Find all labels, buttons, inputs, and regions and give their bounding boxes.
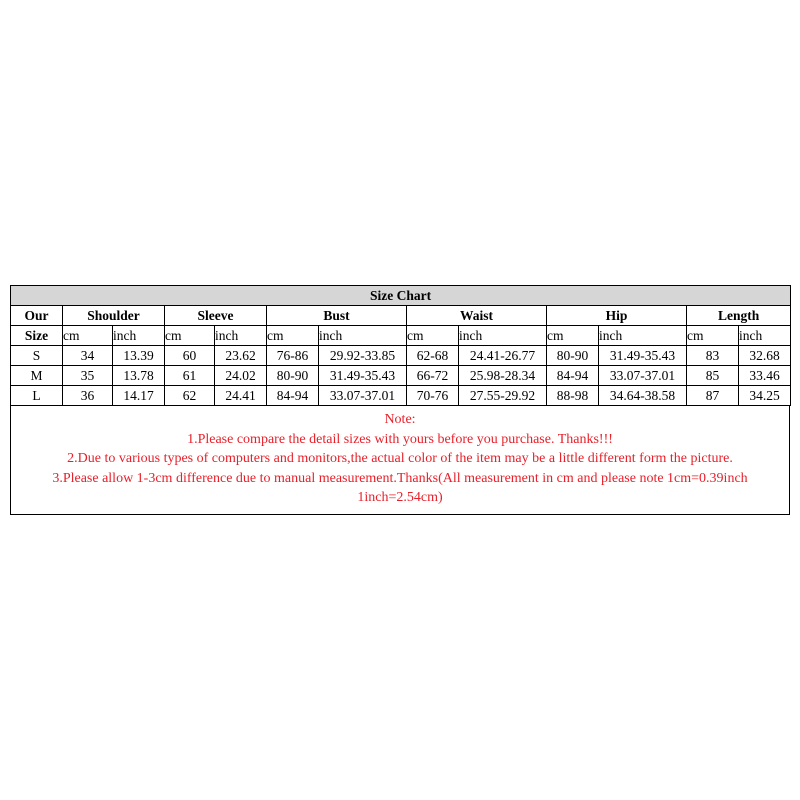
- table-row: [11, 366, 791, 386]
- table-cell: 24.41: [215, 386, 267, 406]
- table-cell: 33.07-37.01: [319, 386, 407, 406]
- unit-label: cm: [63, 326, 113, 346]
- table-cell: 31.49-35.43: [319, 366, 407, 386]
- note-heading: Note:: [384, 412, 416, 427]
- table-cell: 83: [687, 346, 739, 366]
- size-chart: [10, 285, 790, 515]
- col-group-length: Length: [687, 306, 791, 326]
- table-cell: 23.62: [215, 346, 267, 366]
- table-cell: 85: [687, 366, 739, 386]
- unit-label: inch: [459, 326, 547, 346]
- table-cell: 24.41-26.77: [459, 346, 547, 366]
- unit-label: cm: [547, 326, 599, 346]
- table-cell: 33.07-37.01: [599, 366, 687, 386]
- unit-label: inch: [319, 326, 407, 346]
- table-cell: 87: [687, 386, 739, 406]
- note-line-2: 2.Due to various types of computers and monitors,the actual color of the item may be a little different form the picture.: [67, 451, 733, 466]
- size-header-bottom: Size: [11, 326, 63, 346]
- size-cell: M: [11, 366, 63, 386]
- table-cell: 61: [165, 366, 215, 386]
- table-cell: 34: [63, 346, 113, 366]
- table-cell: 84-94: [547, 366, 599, 386]
- table-cell: 76-86: [267, 346, 319, 366]
- table-row: [11, 386, 791, 406]
- table-cell: 31.49-35.43: [599, 346, 687, 366]
- table-cell: 88-98: [547, 386, 599, 406]
- table-cell: 13.78: [113, 366, 165, 386]
- table-cell: 27.55-29.92: [459, 386, 547, 406]
- table-cell: 34.64-38.58: [599, 386, 687, 406]
- table-cell: 24.02: [215, 366, 267, 386]
- table-cell: 13.39: [113, 346, 165, 366]
- unit-label: cm: [267, 326, 319, 346]
- table-cell: 29.92-33.85: [319, 346, 407, 366]
- unit-label: inch: [599, 326, 687, 346]
- table-cell: 66-72: [407, 366, 459, 386]
- table-cell: 14.17: [113, 386, 165, 406]
- table-cell: 25.98-28.34: [459, 366, 547, 386]
- col-group-bust: Bust: [267, 306, 407, 326]
- size-cell: L: [11, 386, 63, 406]
- col-group-waist: Waist: [407, 306, 547, 326]
- unit-label: inch: [215, 326, 267, 346]
- notes-box: [10, 406, 790, 515]
- table-cell: 32.68: [739, 346, 791, 366]
- col-group-sleeve: Sleeve: [165, 306, 267, 326]
- table-cell: 34.25: [739, 386, 791, 406]
- size-cell: S: [11, 346, 63, 366]
- table-cell: 84-94: [267, 386, 319, 406]
- table-title: Size Chart: [11, 286, 791, 306]
- col-group-hip: Hip: [547, 306, 687, 326]
- table-cell: 35: [63, 366, 113, 386]
- size-header-top: Our: [11, 306, 63, 326]
- unit-label: inch: [739, 326, 791, 346]
- table-cell: 62: [165, 386, 215, 406]
- unit-label: cm: [165, 326, 215, 346]
- unit-label: inch: [113, 326, 165, 346]
- table-cell: 36: [63, 386, 113, 406]
- note-line-3: 3.Please allow 1-3cm difference due to manual measurement.Thanks(All measurement in cm and please note 1cm=0.39inch 1inch=2.54cm): [52, 470, 748, 505]
- col-group-shoulder: Shoulder: [63, 306, 165, 326]
- unit-label: cm: [687, 326, 739, 346]
- table-cell: 62-68: [407, 346, 459, 366]
- unit-label: cm: [407, 326, 459, 346]
- table-row: [11, 346, 791, 366]
- note-line-1: 1.Please compare the detail sizes with yours before you purchase. Thanks!!!: [187, 431, 613, 447]
- table-cell: 80-90: [547, 346, 599, 366]
- table-cell: 80-90: [267, 366, 319, 386]
- table-cell: 33.46: [739, 366, 791, 386]
- table-cell: 70-76: [407, 386, 459, 406]
- size-table: [10, 285, 791, 406]
- table-cell: 60: [165, 346, 215, 366]
